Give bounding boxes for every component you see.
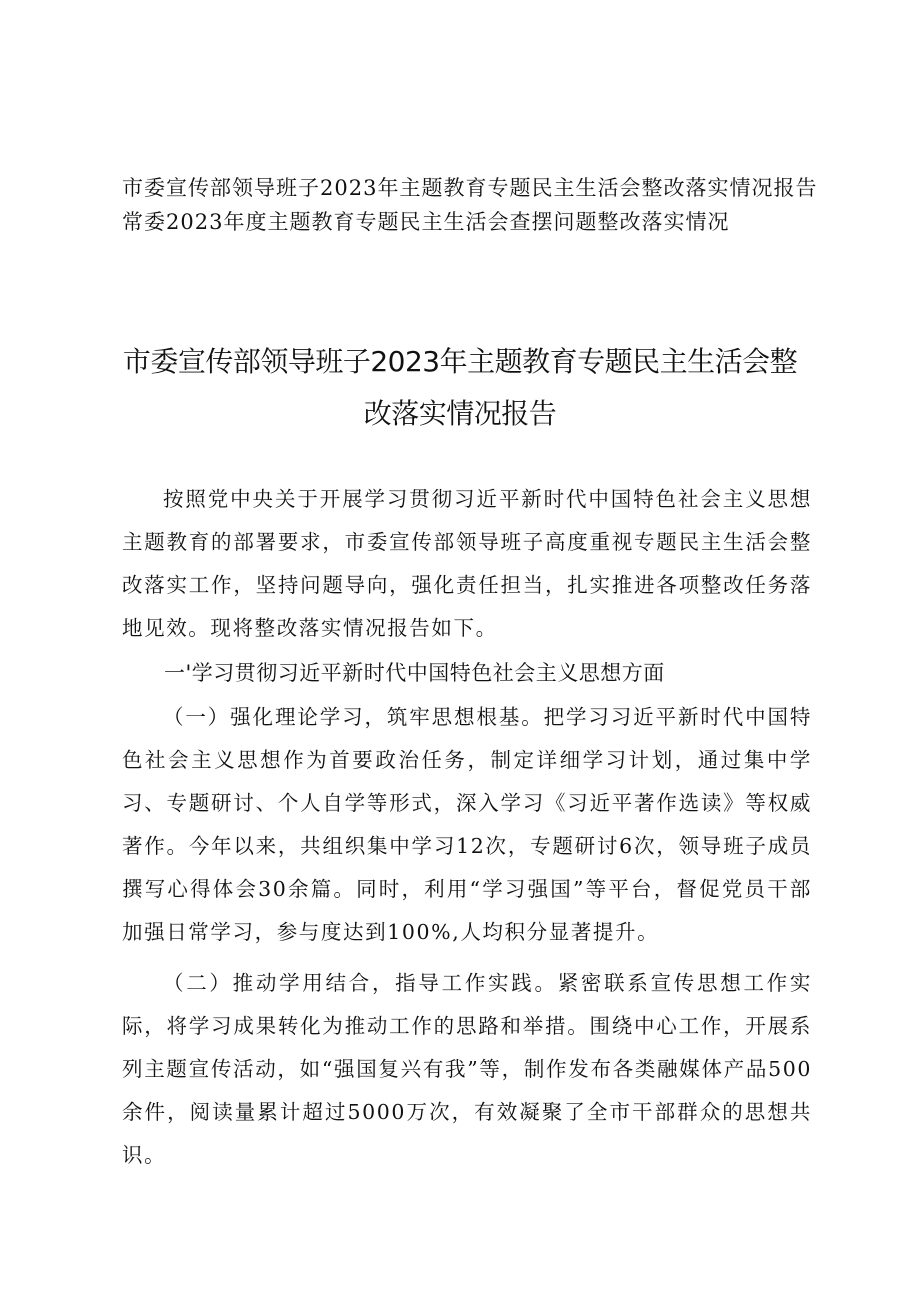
toc-entry-1: 市委宣传部领导班子2023年主题教育专题民主生活会整改落实情况报告: [122, 176, 818, 200]
section-1-item-2: （二）推动学用结合，指导工作实践。紧密联系宣传思想工作实际，将学习成果转化为推动工作的思路和举措。围绕中心工作，开展系列主题宣传活动，如“强国复兴有我”等，制作发布各类融媒体产品500余件，阅读量累计超过5000万次，有效凝聚了全市干部群众的思想共识。: [122, 971, 812, 1167]
document-title-line-1: 市委宣传部领导班子2023年主题教育专题民主生活会整: [122, 345, 798, 378]
document-title-line-2: 改落实情况报告: [363, 397, 557, 430]
section-heading-1: 一'学习贯彻习近平新时代中国特色社会主义思想方面: [164, 661, 665, 685]
document-body: [122, 478, 812, 1177]
section-1-item-1: （一）强化理论学习，筑牢思想根基。把学习习近平新时代中国特色社会主义思想作为首要政治任务，制定详细学习计划，通过集中学习、专题研讨、个人自学等形式，深入学习《习近平著作选读》等权威著作。今年以来，共组织集中学习12次，专题研讨6次，领导班子成员撰写心得体会30余篇。同时，利用“学习强国”等平台，督促党员干部加强日常学习，参与度达到100%,人均积分显著提升。: [122, 705, 812, 944]
intro-paragraph: 按照党中央关于开展学习贯彻习近平新时代中国特色社会主义思想主题教育的部署要求，市委宣传部领导班子高度重视专题民主生活会整改落实工作，坚持问题导向，强化责任担当，扎实推进各项整改任务落地见效。现将整改落实情况报告如下。: [122, 487, 812, 640]
table-of-contents: [122, 171, 842, 239]
toc-entry-2: 常委2023年度主题教育专题民主生活会查摆问题整改落实情况: [122, 210, 730, 234]
document-title: [100, 336, 820, 440]
